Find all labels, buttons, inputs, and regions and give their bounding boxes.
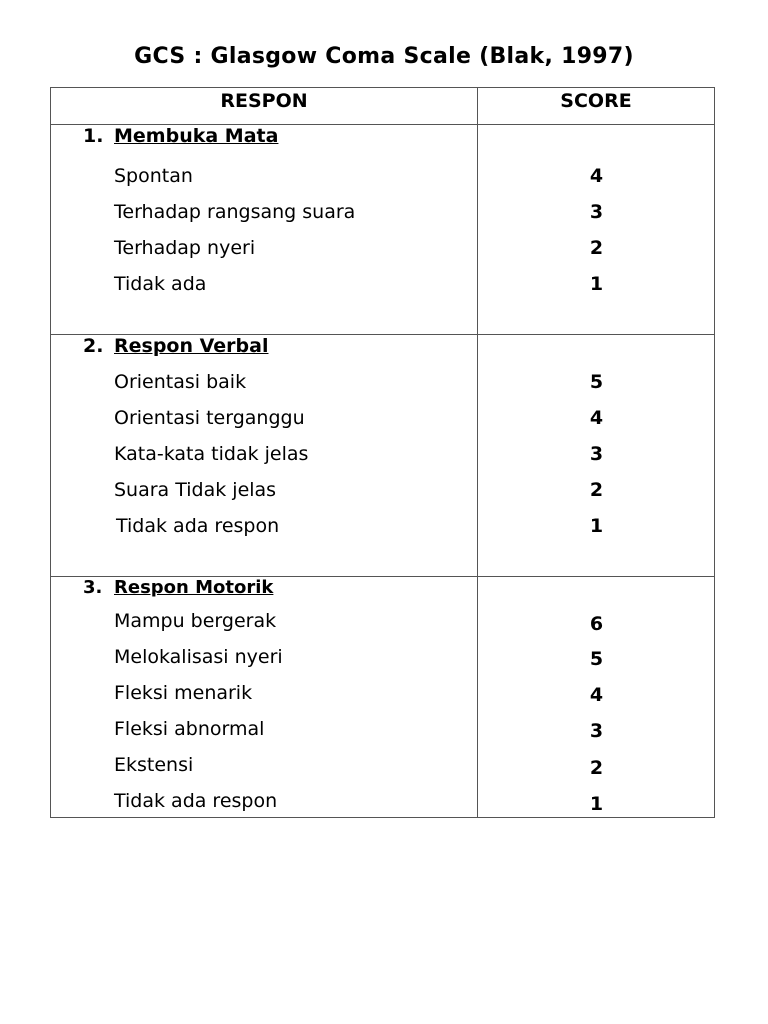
response-label: Fleksi abnormal: [114, 718, 265, 740]
response-label: Suara Tidak jelas: [114, 479, 277, 501]
score-value: 1: [589, 273, 604, 295]
header-score: SCORE: [478, 88, 715, 125]
section-row-respon-motorik: [51, 577, 715, 818]
response-label: Orientasi baik: [114, 371, 247, 393]
table-header-row: [51, 88, 715, 125]
section-respon-cell: [51, 335, 478, 577]
score-value: 5: [589, 371, 604, 393]
section-name: Respon Verbal: [114, 335, 269, 357]
response-label: Melokalisasi nyeri: [114, 646, 283, 668]
score-value: 2: [589, 757, 604, 779]
section-title: [83, 577, 273, 598]
section-number: 3.: [83, 577, 103, 598]
document-title: GCS : Glasgow Coma Scale (Blak, 1997): [134, 44, 634, 69]
section-score-cell: [478, 577, 715, 818]
score-value: 4: [589, 407, 604, 429]
score-value: 1: [589, 515, 604, 537]
response-label: Tidak ada: [114, 273, 207, 295]
section-respon-cell: [51, 125, 478, 335]
section-number: 1.: [83, 125, 104, 147]
score-value: 6: [589, 613, 604, 635]
section-score-cell: [478, 335, 715, 577]
section-row-respon-verbal: [51, 335, 715, 577]
response-label: Mampu bergerak: [114, 610, 277, 632]
response-label: Ekstensi: [114, 754, 194, 776]
score-value: 3: [589, 201, 604, 223]
score-value: 2: [589, 479, 604, 501]
response-label: Orientasi terganggu: [114, 407, 305, 429]
score-value: 2: [589, 237, 604, 259]
section-row-membuka-mata: [51, 125, 715, 335]
header-respon: RESPON: [51, 88, 478, 125]
section-number: 2.: [83, 335, 104, 357]
score-value: 5: [589, 648, 604, 670]
score-value: 4: [589, 684, 604, 706]
response-label: Fleksi menarik: [114, 682, 253, 704]
response-label: Tidak ada respon: [116, 515, 280, 537]
score-value: 3: [589, 443, 604, 465]
section-respon-cell: [51, 577, 478, 818]
response-label: Kata-kata tidak jelas: [114, 443, 309, 465]
score-value: 4: [589, 165, 604, 187]
response-label: Terhadap nyeri: [114, 237, 256, 259]
section-score-cell: [478, 125, 715, 335]
gcs-table: [50, 87, 715, 818]
response-label: Spontan: [114, 165, 193, 187]
section-title: [83, 335, 268, 357]
response-label: Tidak ada respon: [114, 790, 278, 812]
section-title: [83, 125, 278, 147]
section-name: Membuka Mata: [114, 125, 279, 147]
score-value: 3: [589, 720, 604, 742]
score-value: 1: [589, 793, 604, 815]
section-name: Respon Motorik: [114, 577, 274, 598]
response-label: Terhadap rangsang suara: [114, 201, 356, 223]
